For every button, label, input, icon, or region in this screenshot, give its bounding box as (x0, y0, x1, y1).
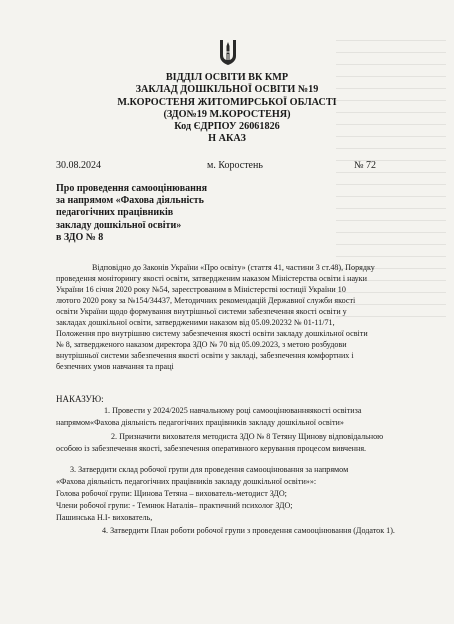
title-line-2: за напрямом «Фахова діяльність (56, 195, 204, 207)
header-line-1: ВІДДІЛ ОСВІТИ ВК КМР (165, 72, 289, 83)
header-line-5: Код ЄДРПОУ 26061826 (174, 121, 280, 133)
order-date: 30.08.2024 (56, 160, 101, 171)
item-3-line-2: «Фахова діяльність педагогічних працівників закладу дошкільної освіти»»: (56, 477, 317, 486)
header-line-2: ЗАКЛАД ДОШКІЛЬНОЇ ОСВІТИ №19 (135, 84, 319, 96)
preamble-line: освіти України щодо формування внутрішньої системи забезпечення якості освіти у (56, 307, 347, 316)
preamble-line: внутрішньої системи забезпечення якості освіти у закладі, забезпечення комфортних і (56, 351, 354, 360)
header-line-6: Н АКАЗ (208, 133, 246, 145)
preamble-line: України 16 січня 2020 року №54, зареєстрованим в Міністерстві юстиції України 10 (56, 285, 346, 294)
item-2-line-2: особою із забезпечення якості, забезпечення оперативного керування процесом вивчення. (56, 444, 367, 453)
order-number: № 72 (354, 160, 377, 171)
item-2-line-1: 2. Призначити вихователя методиста ЗДО № 8 Тетяну Щинову відповідальною (111, 432, 384, 441)
preamble-line: безпечних умов навчання та праці (56, 362, 174, 371)
item-3-line-3: Голова робочої групи: Щинова Тетяна – вихователь-методист ЗДО; (56, 489, 287, 498)
item-1-line-1: 1. Провести у 2024/2025 навчальному році самооцінюванняякості освітиза (104, 406, 362, 415)
order-label: НАКАЗУЮ: (56, 394, 104, 404)
preamble-line: проведення моніторингу якості освіти, затвердженим наказом Міністерства освіти і науки (56, 274, 367, 283)
document-header (0, 72, 454, 146)
title-line-1: Про проведення самооцінювання (56, 183, 208, 194)
preamble-line: лютого 2020 року за №154/34437, Методичних рекомендацій Державної служби якості (56, 296, 356, 305)
title-line-3: педагогічних працівників (56, 207, 174, 219)
trident-emblem-icon (219, 38, 237, 66)
item-3-line-5: Пашинська Н.І- вихователь, (56, 513, 153, 522)
header-line-3: М.КОРОСТЕНЯ ЖИТОМИРСЬКОЇ ОБЛАСТІ (117, 96, 337, 108)
title-line-5: в ЗДО № 8 (56, 231, 104, 243)
item-3-line-1: 3. Затвердити склад робочої групи для проведення самооцінювання за напрямом (70, 465, 349, 474)
preamble-line: закладах дошкільної освіти, затвердженими наказом від 05.09.20232 № 01-11/71, (56, 318, 335, 327)
item-4-line-1: 4. Затвердити План роботи робочої групи з проведення самооцінювання (Додаток 1). (102, 526, 395, 535)
preamble-paragraph (56, 262, 388, 372)
order-title (56, 183, 207, 244)
order-place: м. Коростень (207, 160, 263, 171)
title-line-4: закладу дошкільної освіти» (56, 219, 182, 231)
preamble-line: Відповідно до Законів України «Про освіту» (стаття 41, частини 3 ст.48), Порядку (92, 263, 375, 272)
header-line-4: (ЗДО№19 М.КОРОСТЕНЯ) (163, 108, 291, 120)
item-3-line-4: Члени робочої групи: - Темнюк Наталія– практичний психолог ЗДО; (56, 501, 293, 510)
item-1-line-2: напрямом«Фахова діяльність педагогічних працівників закладу дошкільної освіти» (56, 418, 344, 427)
preamble-line: Положення про внутрішню систему забезпечення якості освіти закладу дошкільної освіти (56, 329, 368, 338)
preamble-line: № 8, затвердженого наказом директора ЗДО № 70 від 05.09.2023, з метою розбудови (56, 340, 347, 349)
